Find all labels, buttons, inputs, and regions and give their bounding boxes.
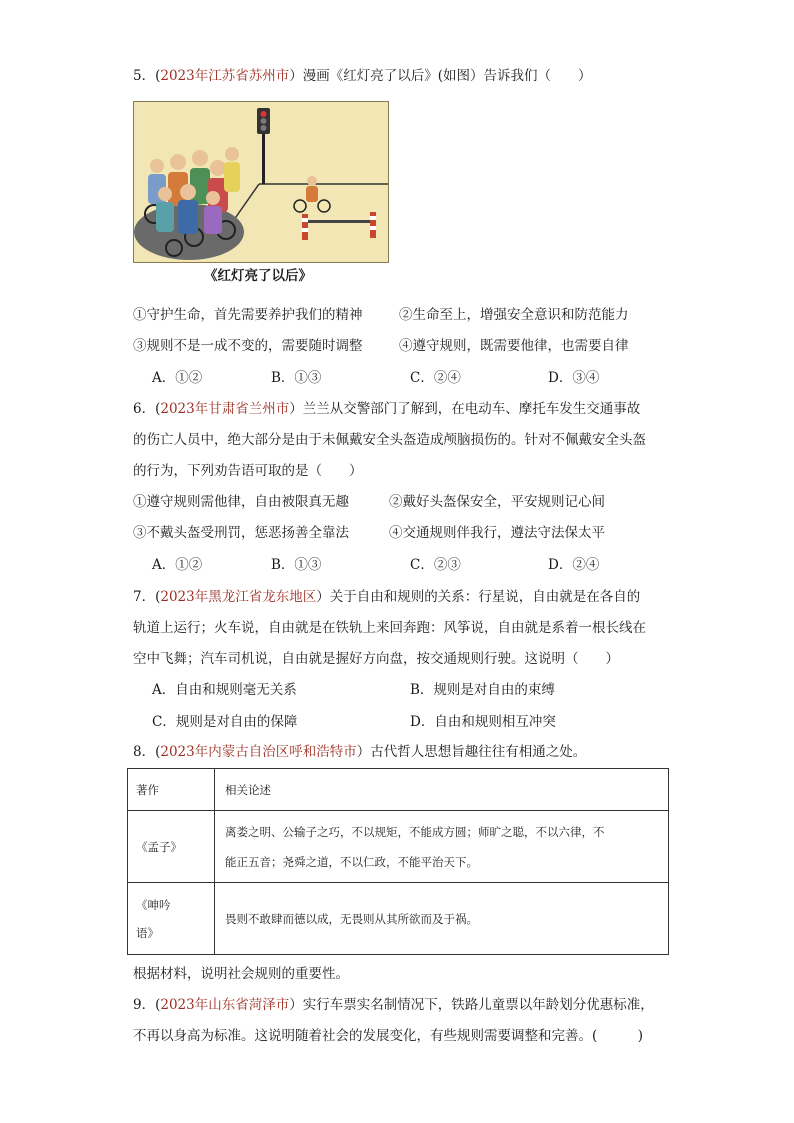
q9-stem-1 bbox=[133, 995, 654, 1015]
q7-stem-2: 轨道上运行；火车说，自由就是在铁轨上来回奔跑：风筝说，自由就是系着一根长线在 bbox=[133, 620, 646, 636]
q6-statement-4: ④交通规则伴我行，遵法守法保太平 bbox=[389, 525, 605, 541]
q7-stem-1 bbox=[133, 587, 640, 607]
q5-stem bbox=[133, 66, 592, 86]
q5-stem-text: ）漫画《红灯亮了以后》(如图）告诉我们（ ） bbox=[289, 68, 592, 84]
q5-statement-4: ④遵守规则，既需要他律，也需要自律 bbox=[399, 338, 629, 354]
q5-number: 5．( bbox=[133, 68, 161, 84]
q5-option-a[interactable]: A．①② bbox=[152, 370, 203, 386]
mencius-text-line-1: 离娄之明、公输子之巧，不以规矩，不能成方圆；师旷之聪，不以六律，不 bbox=[225, 824, 605, 839]
q7-option-c[interactable]: C．规则是对自由的保障 bbox=[152, 714, 298, 730]
q7-stem-3: 空中飞舞；汽车司机说，自由就是握好方向盘，按交通规则行驶。这说明（ ） bbox=[133, 651, 619, 667]
table-cell-mencius-text bbox=[215, 811, 669, 883]
q5-source: 2023年江苏省苏州市 bbox=[160, 68, 290, 84]
shenyinyu-title-line-1: 《呻吟 bbox=[136, 897, 171, 912]
table-row bbox=[128, 811, 669, 883]
q8-stem-text: ）古代哲人思想旨趣往往有相通之处。 bbox=[356, 744, 587, 760]
q6-stem-text-1: ）兰兰从交警部门了解到，在电动车、摩托车发生交通事故 bbox=[289, 401, 641, 417]
q6-statement-3: ③不戴头盔受刑罚，惩恶扬善全靠法 bbox=[133, 525, 349, 541]
q7-stem-text-1: ）关于自由和规则的关系：行星说，自由就是在各自的 bbox=[316, 589, 641, 605]
table-header-work: 著作 bbox=[128, 769, 215, 811]
q6-option-c[interactable]: C．②③ bbox=[410, 557, 461, 573]
q7-option-a[interactable]: A．自由和规则毫无关系 bbox=[152, 682, 297, 698]
q9-number: 9．( bbox=[133, 997, 161, 1013]
q6-stem-1 bbox=[133, 399, 640, 419]
q5-statement-2: ②生命至上，增强安全意识和防范能力 bbox=[399, 307, 629, 323]
q6-option-d[interactable]: D．②④ bbox=[548, 557, 600, 573]
q5-statement-3: ③规则不是一成不变的，需要随时调整 bbox=[133, 338, 363, 354]
q8-material-table bbox=[127, 768, 669, 955]
table-cell-shenyinyu bbox=[128, 883, 215, 955]
table-row bbox=[128, 883, 669, 955]
q8-source: 2023年内蒙古自治区呼和浩特市 bbox=[160, 744, 357, 760]
q8-stem bbox=[133, 742, 586, 762]
table-cell-mencius: 《孟子》 bbox=[128, 811, 215, 883]
q6-stem-2: 的伤亡人员中，绝大部分是由于未佩戴安全头盔造成颅脑损伤的。针对不佩戴安全头盔 bbox=[133, 432, 646, 448]
q5-option-b[interactable]: B．①③ bbox=[271, 370, 322, 386]
shenyinyu-title-line-2: 语》 bbox=[136, 925, 159, 940]
q8-task: 根据材料，说明社会规则的重要性。 bbox=[133, 966, 349, 982]
red-light-cartoon-image bbox=[133, 101, 389, 263]
q7-option-d[interactable]: D．自由和规则相互冲突 bbox=[410, 714, 556, 730]
cartoon-caption: 《红灯亮了以后》 bbox=[204, 268, 312, 284]
q6-source: 2023年甘肃省兰州市 bbox=[160, 401, 290, 417]
q9-source: 2023年山东省菏泽市 bbox=[160, 997, 290, 1013]
q6-statement-1: ①遵守规则需他律，自由被限真无趣 bbox=[133, 494, 349, 510]
q6-option-a[interactable]: A．①② bbox=[152, 557, 203, 573]
q6-statement-2: ②戴好头盔保安全，平安规则记心间 bbox=[389, 494, 605, 510]
q6-option-b[interactable]: B．①③ bbox=[271, 557, 322, 573]
q5-option-c[interactable]: C．②④ bbox=[410, 370, 461, 386]
q9-stem-2: 不再以身高为标准。这说明随着社会的发展变化，有些规则需要调整和完善。( ) bbox=[133, 1028, 644, 1044]
q7-number: 7．( bbox=[133, 589, 161, 605]
table-cell-shenyinyu-text: 畏则不敢肆而德以成，无畏则从其所欲而及于祸。 bbox=[215, 883, 669, 955]
q7-source: 2023年黑龙江省龙东地区 bbox=[160, 589, 317, 605]
q9-stem-text-1: ）实行车票实名制情况下，铁路儿童票以年龄划分优惠标准， bbox=[289, 997, 654, 1013]
table-header-row bbox=[128, 769, 669, 811]
q6-stem-3: 的行为，下列劝告语可取的是（ ） bbox=[133, 463, 363, 479]
table-header-discussion: 相关论述 bbox=[215, 769, 669, 811]
q7-option-b[interactable]: B．规则是对自由的束缚 bbox=[410, 682, 555, 698]
q5-option-d[interactable]: D．③④ bbox=[548, 370, 600, 386]
q6-number: 6．( bbox=[133, 401, 161, 417]
q8-number: 8．( bbox=[133, 744, 161, 760]
q5-statement-1: ①守护生命，首先需要养护我们的精神 bbox=[133, 307, 363, 323]
mencius-text-line-2: 能正五音；尧舜之道，不以仁政，不能平治天下。 bbox=[225, 854, 478, 869]
